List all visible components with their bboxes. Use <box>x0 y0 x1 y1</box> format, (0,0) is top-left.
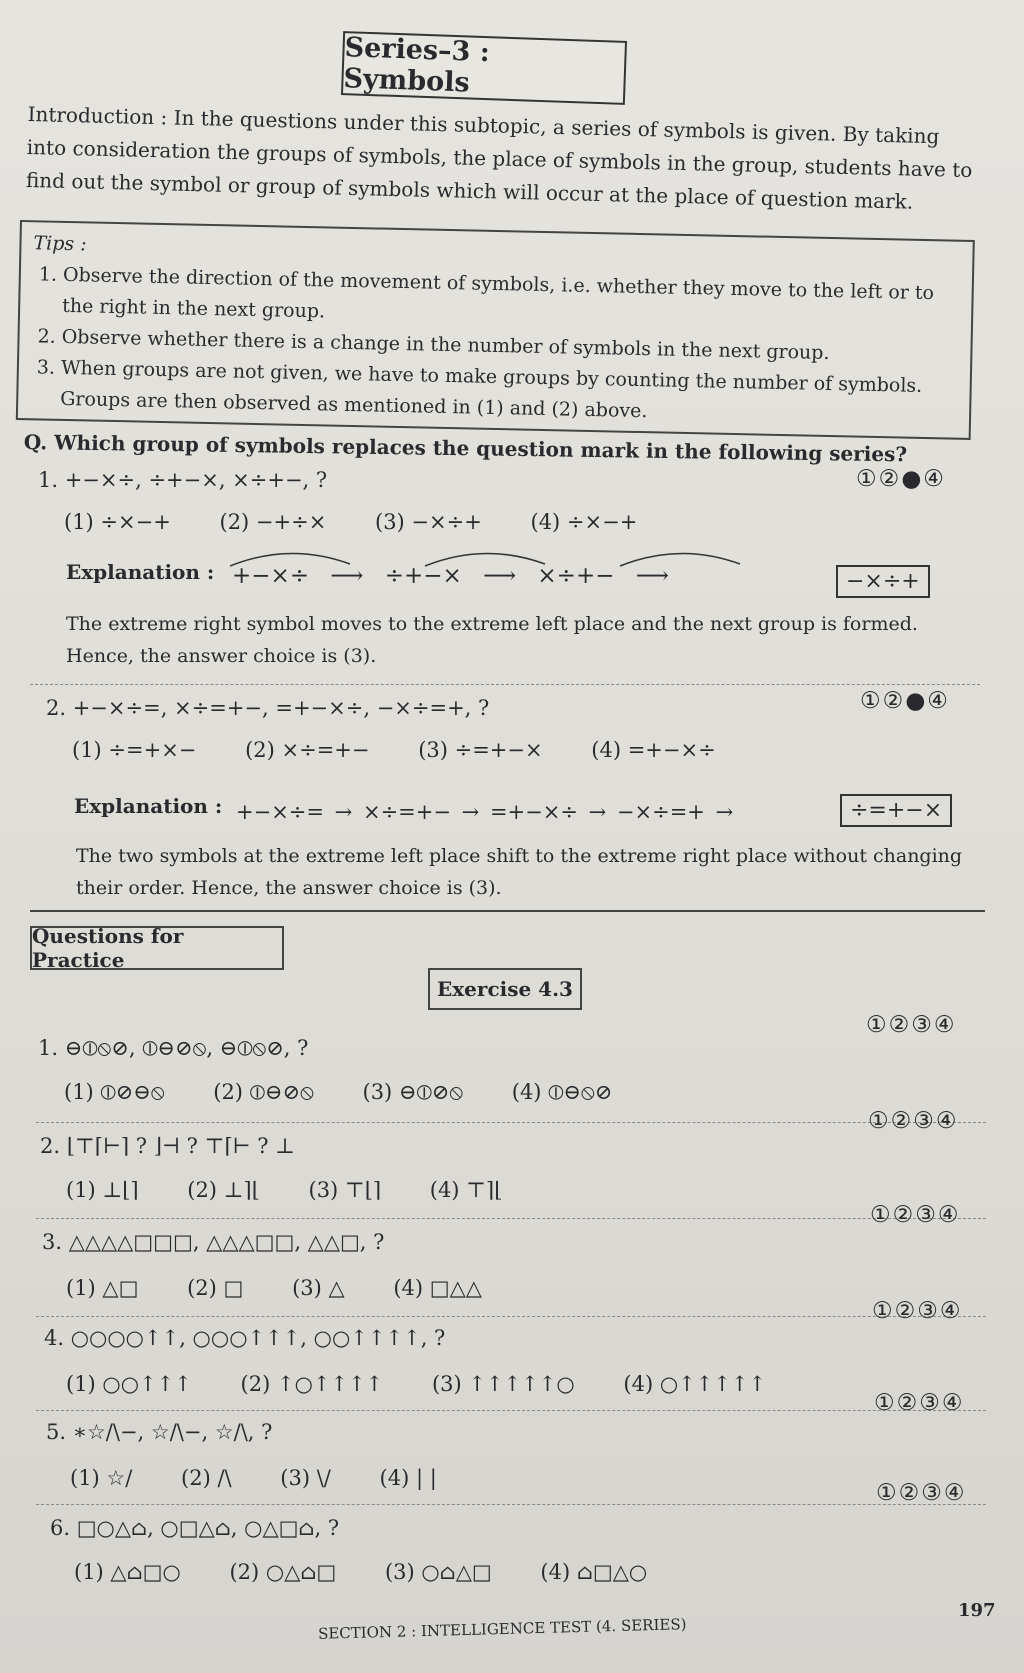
arrow: ⟶ <box>330 563 364 589</box>
arrow: → <box>715 800 734 824</box>
option-1: (1) ÷=+×− <box>72 738 197 762</box>
option-2: (2) /\ <box>181 1466 232 1490</box>
step: ×÷+− <box>537 563 615 589</box>
option-2: (2) ○△⌂□ <box>229 1560 337 1584</box>
example-2-series: 2. +−×÷=, ×÷=+−, =+−×÷, −×÷=+, ? <box>46 696 490 720</box>
option-4: (4) ⦶⊖⦸⊘ <box>511 1080 613 1104</box>
example-1-options <box>64 510 679 534</box>
option-2: (2) ↑○↑↑↑↑ <box>240 1372 384 1396</box>
option-2: (2) ⊥⌉⌊ <box>187 1178 260 1202</box>
option-4: (4) ÷×−+ <box>530 510 638 534</box>
option-3: (3) \/ <box>280 1466 331 1490</box>
step: ÷+−× <box>384 563 462 589</box>
option-3: (3) ÷=+−× <box>418 738 543 762</box>
option-1: (1) ⦶⊘⊖⦸ <box>64 1080 165 1104</box>
divider <box>36 1504 986 1505</box>
option-3: (3) ○⌂△□ <box>384 1560 492 1584</box>
tip-item: 3. When groups are not given, we have to make groups by counting the number of symbols. Groups are then observed as mentioned in (1) and (2) above. <box>36 356 923 423</box>
arrow: → <box>588 800 607 824</box>
step: −×÷=+ <box>616 800 705 824</box>
example-1-explanation-label: Explanation : <box>66 560 215 584</box>
arc-arrow <box>615 548 745 568</box>
section-divider <box>30 910 985 912</box>
option-4: (4) ○↑↑↑↑↑ <box>623 1372 767 1396</box>
exercise-heading: Exercise 4.3 <box>428 968 582 1010</box>
option-2: (2) −+÷× <box>219 510 327 534</box>
exercise-2-series: 2. ⌊⊤⌈⊢⌉ ? ⌋⊣ ? ⊤⌈⊢ ? ⊥ <box>40 1134 295 1158</box>
page-footer: SECTION 2 : INTELLIGENCE TEST (4. SERIES) <box>317 1615 687 1643</box>
divider <box>30 684 980 685</box>
page-number: 197 <box>958 1600 996 1621</box>
exercise-2-answer-bubbles[interactable]: ①②③④ <box>868 1108 959 1134</box>
step: +−×÷= <box>236 800 324 824</box>
example-2-options <box>72 738 758 762</box>
exercise-3-options <box>66 1276 524 1300</box>
option-1: (1) ÷×−+ <box>64 510 171 534</box>
step: +−×÷ <box>232 563 310 589</box>
option-4: (4) ⊤⌉⌊ <box>429 1178 503 1202</box>
step: ×÷=+− <box>362 800 451 824</box>
step: =+−×÷ <box>489 800 578 824</box>
option-3: (3) ↑↑↑↑↑○ <box>431 1372 575 1396</box>
exercise-3-series: 3. △△△△□□□, △△△□□, △△□, ? <box>42 1230 385 1254</box>
exercise-5-series: 5. ∗☆/\−, ☆/\−, ☆/\, ? <box>46 1420 273 1444</box>
exercise-3-answer-bubbles[interactable]: ①②③④ <box>870 1202 961 1228</box>
divider <box>36 1316 986 1317</box>
arc-arrow <box>420 548 550 568</box>
option-4: (4) □△△ <box>393 1276 482 1300</box>
option-3: (3) △ <box>292 1276 345 1300</box>
option-2: (2) ×÷=+− <box>245 738 370 762</box>
exercise-1-options <box>64 1080 654 1105</box>
introduction-paragraph: Introduction : In the questions under this subtopic, a series of symbols is given. By taking into consideration the groups of symbols, the place of symbols in the group, students have to find out the symbol or group of symbols which will occur at the place of question mark. <box>25 101 973 214</box>
exercise-5-options <box>70 1466 479 1490</box>
exercise-1-series: 1. ⊖⦶⦸⊘, ⦶⊖⊘⦸, ⊖⦶⦸⊘, ? <box>38 1036 309 1060</box>
example-1-explanation-text: The extreme right symbol moves to the extreme left place and the next group is formed. Hence, the answer choice is (3). <box>66 613 918 667</box>
exercise-1-answer-bubbles[interactable]: ①②③④ <box>866 1012 957 1038</box>
practice-heading: Questions for Practice <box>30 926 284 970</box>
example-2-answer-box: ÷=+−× <box>840 794 952 827</box>
option-2: (2) ⦶⊖⊘⦸ <box>213 1080 314 1104</box>
option-4: (4) | | <box>379 1466 437 1490</box>
exercise-2-options <box>66 1178 544 1202</box>
tip-item: 1. Observe the direction of the movement of symbols, i.e. whether they move to the left or to the right in the next group. <box>38 263 935 323</box>
arrow: ⟶ <box>483 563 517 589</box>
option-3: (3) ⊖⦶⊘⦸ <box>362 1080 464 1104</box>
option-1: (1) △□ <box>66 1276 139 1300</box>
option-3: (3) ⊤⌊⌉ <box>308 1178 382 1202</box>
example-2-explanation-text: The two symbols at the extreme left place shift to the extreme right place without changing their order. Hence, the answer choice is (3). <box>76 845 963 899</box>
exercise-5-answer-bubbles[interactable]: ①②③④ <box>874 1390 965 1416</box>
option-4: (4) ⌂□△○ <box>540 1560 648 1584</box>
option-1: (1) ○○↑↑↑ <box>66 1372 192 1396</box>
option-4: (4) =+−×÷ <box>591 738 716 762</box>
section-title: Series–3 : Symbols <box>341 31 627 105</box>
example-2-answer-bubbles[interactable]: ①②●④ <box>860 688 950 714</box>
exercise-6-series: 6. □○△⌂, ○□△⌂, ○△□⌂, ? <box>50 1516 340 1540</box>
divider <box>36 1122 986 1123</box>
option-1: (1) ⊥⌊⌉ <box>66 1178 139 1202</box>
option-3: (3) −×÷+ <box>375 510 482 534</box>
tips-box <box>16 220 975 440</box>
question-heading: Q. Which group of symbols replaces the question mark in the following series? <box>23 430 908 467</box>
tips-heading: Tips : <box>33 232 87 256</box>
exercise-4-answer-bubbles[interactable]: ①②③④ <box>872 1298 963 1324</box>
exercise-4-options <box>66 1372 808 1396</box>
option-2: (2) □ <box>187 1276 244 1300</box>
example-1-series: 1. +−×÷, ÷+−×, ×÷+−, ? <box>38 468 328 492</box>
example-2-explanation-label: Explanation : <box>74 794 223 818</box>
arrow: ⟶ <box>635 563 669 589</box>
exercise-6-options <box>74 1560 689 1584</box>
example-1-answer-box: −×÷+ <box>836 565 930 598</box>
option-1: (1) ☆/ <box>70 1466 133 1490</box>
exercise-6-answer-bubbles[interactable]: ①②③④ <box>876 1480 967 1506</box>
option-1: (1) △⌂□○ <box>74 1560 181 1584</box>
divider <box>36 1218 986 1219</box>
exercise-4-series: 4. ○○○○↑↑, ○○○↑↑↑, ○○↑↑↑↑, ? <box>44 1326 446 1350</box>
arc-arrow <box>225 548 355 568</box>
divider <box>36 1410 986 1411</box>
tip-item: 2. Observe whether there is a change in the number of symbols in the next group. <box>37 325 830 364</box>
arrow: → <box>334 800 353 824</box>
example-2-explanation-steps <box>236 800 733 824</box>
example-1-answer-bubbles[interactable]: ①②●④ <box>856 466 946 492</box>
arrow: → <box>461 800 480 824</box>
